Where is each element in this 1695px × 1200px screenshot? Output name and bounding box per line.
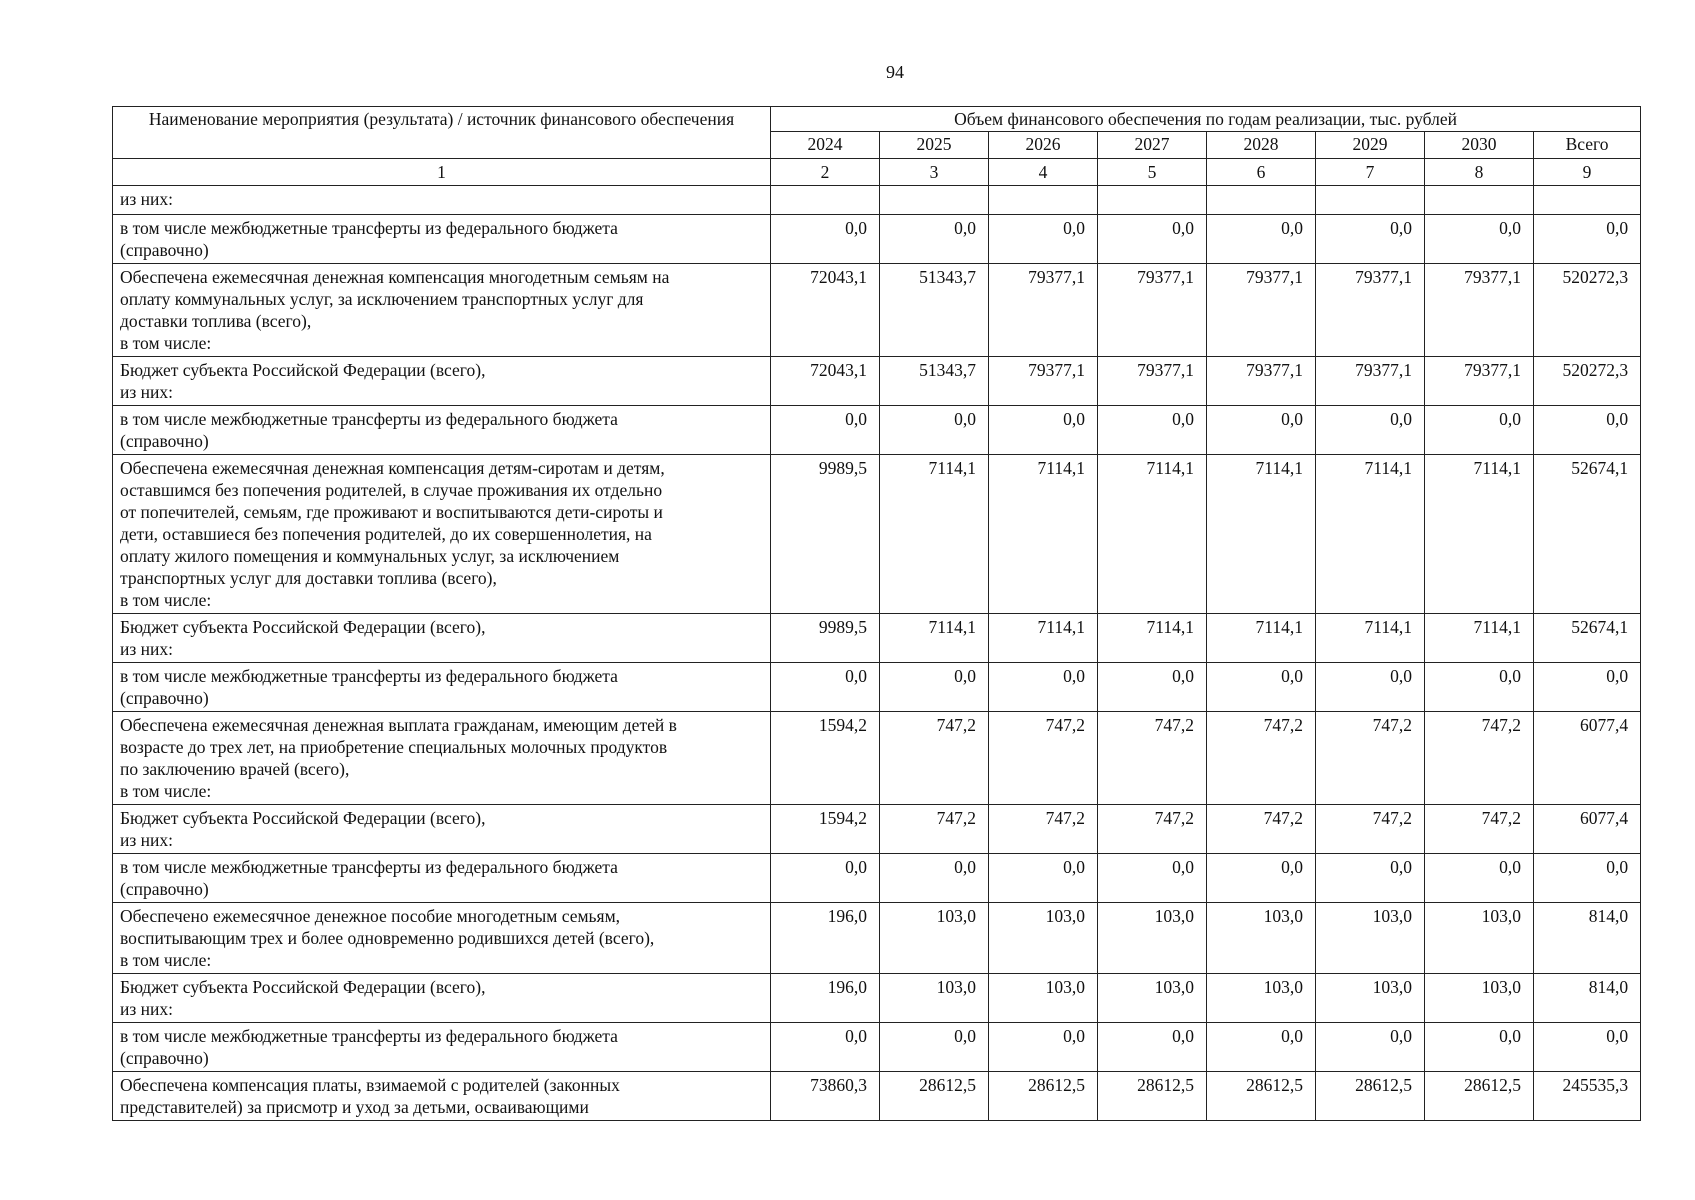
header-name-cell: Наименование мероприятия (результата) / источник финансового обеспечения bbox=[113, 107, 771, 159]
value-cell: 79377,1 bbox=[1316, 357, 1425, 406]
value-cell: 6077,4 bbox=[1534, 712, 1641, 805]
value-cell: 0,0 bbox=[1316, 406, 1425, 455]
header-year-cell: Всего bbox=[1534, 132, 1641, 159]
value-cell: 79377,1 bbox=[1207, 357, 1316, 406]
column-number-cell: 6 bbox=[1207, 159, 1316, 186]
value-cell: 196,0 bbox=[771, 974, 880, 1023]
value-cell: 7114,1 bbox=[1316, 614, 1425, 663]
row-name-line: в том числе: bbox=[120, 333, 212, 353]
value-cell: 0,0 bbox=[1316, 215, 1425, 264]
value-cell: 7114,1 bbox=[989, 455, 1098, 614]
table-row bbox=[113, 903, 1641, 974]
value-cell: 0,0 bbox=[1098, 1023, 1207, 1072]
value-cell: 79377,1 bbox=[989, 264, 1098, 357]
row-name-cell bbox=[113, 712, 771, 805]
value-cell: 0,0 bbox=[1316, 854, 1425, 903]
value-cell: 103,0 bbox=[1316, 974, 1425, 1023]
value-cell: 0,0 bbox=[1534, 215, 1641, 264]
value-cell: 7114,1 bbox=[1425, 614, 1534, 663]
row-name-line: (справочно) bbox=[120, 688, 209, 708]
row-name-line: воспитывающим трех и более одновременно родившихся детей (всего), bbox=[120, 928, 655, 948]
value-cell: 103,0 bbox=[1425, 974, 1534, 1023]
row-name-line: по заключению врачей (всего), bbox=[120, 759, 350, 779]
value-cell: 0,0 bbox=[989, 406, 1098, 455]
value-cell: 0,0 bbox=[1534, 663, 1641, 712]
column-number-cell: 4 bbox=[989, 159, 1098, 186]
row-name-cell bbox=[113, 1023, 771, 1072]
value-cell: 51343,7 bbox=[880, 264, 989, 357]
row-name-line: оплату коммунальных услуг, за исключением транспортных услуг для bbox=[120, 289, 644, 309]
value-cell bbox=[880, 186, 989, 215]
row-name-line: Обеспечено ежемесячное денежное пособие многодетным семьям, bbox=[120, 906, 621, 926]
column-number-cell: 2 bbox=[771, 159, 880, 186]
row-name-line: Обеспечена ежемесячная денежная выплата гражданам, имеющим детей в bbox=[120, 715, 677, 735]
row-name-line: Обеспечена ежемесячная денежная компенсация детям-сиротам и детям, bbox=[120, 458, 665, 478]
value-cell: 79377,1 bbox=[1316, 264, 1425, 357]
value-cell: 747,2 bbox=[989, 805, 1098, 854]
row-name-line: Бюджет субъекта Российской Федерации (всего), bbox=[120, 360, 486, 380]
row-name-cell bbox=[113, 805, 771, 854]
row-name-line: (справочно) bbox=[120, 431, 209, 451]
row-name-line: из них: bbox=[120, 830, 173, 850]
value-cell: 79377,1 bbox=[1098, 357, 1207, 406]
value-cell: 0,0 bbox=[1425, 215, 1534, 264]
value-cell: 0,0 bbox=[1534, 406, 1641, 455]
value-cell: 747,2 bbox=[880, 805, 989, 854]
row-name-line: в том числе межбюджетные трансферты из федерального бюджета bbox=[120, 218, 618, 238]
row-name-cell bbox=[113, 406, 771, 455]
row-name-cell bbox=[113, 1072, 771, 1121]
value-cell: 0,0 bbox=[1207, 215, 1316, 264]
value-cell: 52674,1 bbox=[1534, 614, 1641, 663]
row-name-line: в том числе: bbox=[120, 950, 212, 970]
row-name-line: (справочно) bbox=[120, 1048, 209, 1068]
value-cell: 747,2 bbox=[1207, 712, 1316, 805]
value-cell: 747,2 bbox=[1316, 805, 1425, 854]
column-number-cell: 1 bbox=[113, 159, 771, 186]
value-cell bbox=[989, 186, 1098, 215]
table-row bbox=[113, 614, 1641, 663]
value-cell: 9989,5 bbox=[771, 455, 880, 614]
row-name-cell bbox=[113, 215, 771, 264]
value-cell: 0,0 bbox=[989, 215, 1098, 264]
value-cell: 103,0 bbox=[880, 974, 989, 1023]
row-name-cell bbox=[113, 186, 771, 215]
row-name-line: в том числе: bbox=[120, 590, 212, 610]
value-cell: 747,2 bbox=[880, 712, 989, 805]
value-cell: 103,0 bbox=[1207, 974, 1316, 1023]
row-name-line: в том числе межбюджетные трансферты из федерального бюджета bbox=[120, 857, 618, 877]
column-number-cell: 7 bbox=[1316, 159, 1425, 186]
value-cell: 28612,5 bbox=[1207, 1072, 1316, 1121]
table-row bbox=[113, 357, 1641, 406]
value-cell: 0,0 bbox=[1425, 1023, 1534, 1072]
table-row bbox=[113, 974, 1641, 1023]
value-cell: 0,0 bbox=[771, 854, 880, 903]
value-cell: 103,0 bbox=[989, 974, 1098, 1023]
value-cell: 0,0 bbox=[1098, 215, 1207, 264]
header-year-cell: 2027 bbox=[1098, 132, 1207, 159]
value-cell: 0,0 bbox=[771, 1023, 880, 1072]
value-cell: 103,0 bbox=[880, 903, 989, 974]
value-cell: 28612,5 bbox=[1098, 1072, 1207, 1121]
value-cell: 7114,1 bbox=[880, 455, 989, 614]
value-cell: 0,0 bbox=[1534, 854, 1641, 903]
value-cell: 7114,1 bbox=[1098, 614, 1207, 663]
value-cell: 245535,3 bbox=[1534, 1072, 1641, 1121]
value-cell: 7114,1 bbox=[989, 614, 1098, 663]
value-cell: 520272,3 bbox=[1534, 264, 1641, 357]
value-cell: 0,0 bbox=[1425, 406, 1534, 455]
value-cell: 7114,1 bbox=[880, 614, 989, 663]
value-cell: 0,0 bbox=[771, 215, 880, 264]
value-cell bbox=[1316, 186, 1425, 215]
value-cell: 103,0 bbox=[1098, 974, 1207, 1023]
value-cell: 0,0 bbox=[1098, 406, 1207, 455]
value-cell: 28612,5 bbox=[989, 1072, 1098, 1121]
column-number-cell: 3 bbox=[880, 159, 989, 186]
row-name-line: оплату жилого помещения и коммунальных услуг, за исключением bbox=[120, 546, 620, 566]
value-cell: 0,0 bbox=[1425, 854, 1534, 903]
table-row bbox=[113, 712, 1641, 805]
value-cell: 0,0 bbox=[1207, 1023, 1316, 1072]
row-name-line: в том числе межбюджетные трансферты из федерального бюджета bbox=[120, 1026, 618, 1046]
row-name-cell bbox=[113, 357, 771, 406]
row-name-line: Бюджет субъекта Российской Федерации (всего), bbox=[120, 977, 486, 997]
table-row bbox=[113, 1072, 1641, 1121]
header-year-cell: 2026 bbox=[989, 132, 1098, 159]
value-cell: 0,0 bbox=[989, 854, 1098, 903]
row-name-line: (справочно) bbox=[120, 879, 209, 899]
table-row bbox=[113, 455, 1641, 614]
value-cell: 0,0 bbox=[1207, 406, 1316, 455]
row-name-line: из них: bbox=[120, 999, 173, 1019]
header-year-cell: 2029 bbox=[1316, 132, 1425, 159]
value-cell bbox=[1098, 186, 1207, 215]
value-cell: 0,0 bbox=[1207, 663, 1316, 712]
row-name-cell bbox=[113, 974, 771, 1023]
value-cell: 79377,1 bbox=[989, 357, 1098, 406]
value-cell: 7114,1 bbox=[1316, 455, 1425, 614]
value-cell: 747,2 bbox=[1425, 712, 1534, 805]
value-cell: 52674,1 bbox=[1534, 455, 1641, 614]
value-cell: 0,0 bbox=[1425, 663, 1534, 712]
row-name-cell bbox=[113, 455, 771, 614]
value-cell: 7114,1 bbox=[1425, 455, 1534, 614]
table-row bbox=[113, 663, 1641, 712]
value-cell: 51343,7 bbox=[880, 357, 989, 406]
value-cell: 814,0 bbox=[1534, 903, 1641, 974]
row-name-line: представителей) за присмотр и уход за детьми, осваивающими bbox=[120, 1097, 589, 1117]
row-name-line: в том числе межбюджетные трансферты из федерального бюджета bbox=[120, 666, 618, 686]
table-body bbox=[113, 186, 1641, 1121]
value-cell: 0,0 bbox=[880, 854, 989, 903]
value-cell: 0,0 bbox=[1207, 854, 1316, 903]
value-cell: 0,0 bbox=[771, 406, 880, 455]
value-cell: 103,0 bbox=[1425, 903, 1534, 974]
row-name-line: из них: bbox=[120, 382, 173, 402]
value-cell bbox=[1207, 186, 1316, 215]
value-cell: 520272,3 bbox=[1534, 357, 1641, 406]
header-year-cell: 2025 bbox=[880, 132, 989, 159]
header-volume-cell: Объем финансового обеспечения по годам реализации, тыс. рублей bbox=[771, 107, 1641, 132]
value-cell: 0,0 bbox=[1534, 1023, 1641, 1072]
value-cell: 79377,1 bbox=[1425, 264, 1534, 357]
value-cell: 0,0 bbox=[1316, 663, 1425, 712]
value-cell: 79377,1 bbox=[1207, 264, 1316, 357]
value-cell: 1594,2 bbox=[771, 712, 880, 805]
value-cell: 6077,4 bbox=[1534, 805, 1641, 854]
header-year-cell: 2028 bbox=[1207, 132, 1316, 159]
value-cell: 196,0 bbox=[771, 903, 880, 974]
value-cell: 9989,5 bbox=[771, 614, 880, 663]
value-cell: 0,0 bbox=[880, 663, 989, 712]
row-name-line: из них: bbox=[120, 189, 173, 209]
table-row bbox=[113, 264, 1641, 357]
column-number-cell: 8 bbox=[1425, 159, 1534, 186]
value-cell: 72043,1 bbox=[771, 264, 880, 357]
value-cell: 28612,5 bbox=[1425, 1072, 1534, 1121]
table-row bbox=[113, 215, 1641, 264]
value-cell: 103,0 bbox=[1207, 903, 1316, 974]
value-cell: 0,0 bbox=[771, 663, 880, 712]
column-number-row bbox=[113, 159, 1641, 186]
value-cell: 814,0 bbox=[1534, 974, 1641, 1023]
value-cell: 0,0 bbox=[880, 1023, 989, 1072]
row-name-line: доставки топлива (всего), bbox=[120, 311, 312, 331]
row-name-line: Обеспечена ежемесячная денежная компенсация многодетным семьям на bbox=[120, 267, 670, 287]
header-row-1 bbox=[113, 107, 1641, 132]
value-cell: 28612,5 bbox=[880, 1072, 989, 1121]
row-name-line: Бюджет субъекта Российской Федерации (всего), bbox=[120, 617, 486, 637]
financing-table bbox=[112, 106, 1641, 1121]
value-cell: 28612,5 bbox=[1316, 1072, 1425, 1121]
row-name-line: Бюджет субъекта Российской Федерации (всего), bbox=[120, 808, 486, 828]
row-name-line: Обеспечена компенсация платы, взимаемой с родителей (законных bbox=[120, 1075, 620, 1095]
header-year-cell: 2030 bbox=[1425, 132, 1534, 159]
value-cell: 747,2 bbox=[1098, 805, 1207, 854]
value-cell: 747,2 bbox=[1098, 712, 1207, 805]
value-cell: 7114,1 bbox=[1098, 455, 1207, 614]
value-cell: 747,2 bbox=[989, 712, 1098, 805]
table-row bbox=[113, 406, 1641, 455]
value-cell: 103,0 bbox=[1316, 903, 1425, 974]
value-cell: 103,0 bbox=[989, 903, 1098, 974]
table-row bbox=[113, 186, 1641, 215]
value-cell: 0,0 bbox=[1316, 1023, 1425, 1072]
value-cell: 747,2 bbox=[1207, 805, 1316, 854]
value-cell: 0,0 bbox=[1098, 663, 1207, 712]
value-cell: 0,0 bbox=[880, 215, 989, 264]
row-name-line: оставшимся без попечения родителей, в случае проживания их отдельно bbox=[120, 480, 663, 500]
value-cell: 0,0 bbox=[989, 663, 1098, 712]
row-name-line: дети, оставшиеся без попечения родителей, до их совершеннолетия, на bbox=[120, 524, 652, 544]
value-cell: 72043,1 bbox=[771, 357, 880, 406]
value-cell: 79377,1 bbox=[1098, 264, 1207, 357]
value-cell: 73860,3 bbox=[771, 1072, 880, 1121]
table-row bbox=[113, 805, 1641, 854]
table-row bbox=[113, 854, 1641, 903]
row-name-cell bbox=[113, 264, 771, 357]
column-number-cell: 5 bbox=[1098, 159, 1207, 186]
row-name-line: в том числе: bbox=[120, 781, 212, 801]
row-name-cell bbox=[113, 903, 771, 974]
value-cell: 7114,1 bbox=[1207, 455, 1316, 614]
table-row bbox=[113, 1023, 1641, 1072]
value-cell: 1594,2 bbox=[771, 805, 880, 854]
row-name-line: транспортных услуг для доставки топлива (всего), bbox=[120, 568, 497, 588]
value-cell bbox=[1534, 186, 1641, 215]
row-name-cell bbox=[113, 854, 771, 903]
row-name-line: из них: bbox=[120, 639, 173, 659]
value-cell bbox=[771, 186, 880, 215]
value-cell: 7114,1 bbox=[1207, 614, 1316, 663]
column-number-cell: 9 bbox=[1534, 159, 1641, 186]
row-name-cell bbox=[113, 614, 771, 663]
value-cell: 0,0 bbox=[989, 1023, 1098, 1072]
value-cell: 79377,1 bbox=[1425, 357, 1534, 406]
row-name-line: в том числе межбюджетные трансферты из федерального бюджета bbox=[120, 409, 618, 429]
value-cell: 747,2 bbox=[1316, 712, 1425, 805]
value-cell: 0,0 bbox=[1098, 854, 1207, 903]
value-cell: 0,0 bbox=[880, 406, 989, 455]
value-cell: 103,0 bbox=[1098, 903, 1207, 974]
value-cell: 747,2 bbox=[1425, 805, 1534, 854]
row-name-line: возрасте до трех лет, на приобретение специальных молочных продуктов bbox=[120, 737, 668, 757]
row-name-line: (справочно) bbox=[120, 240, 209, 260]
row-name-line: от попечителей, семьям, где проживают и воспитываются дети-сироты и bbox=[120, 502, 663, 522]
value-cell bbox=[1425, 186, 1534, 215]
page-number: 94 bbox=[886, 62, 904, 82]
header-year-cell: 2024 bbox=[771, 132, 880, 159]
row-name-cell bbox=[113, 663, 771, 712]
